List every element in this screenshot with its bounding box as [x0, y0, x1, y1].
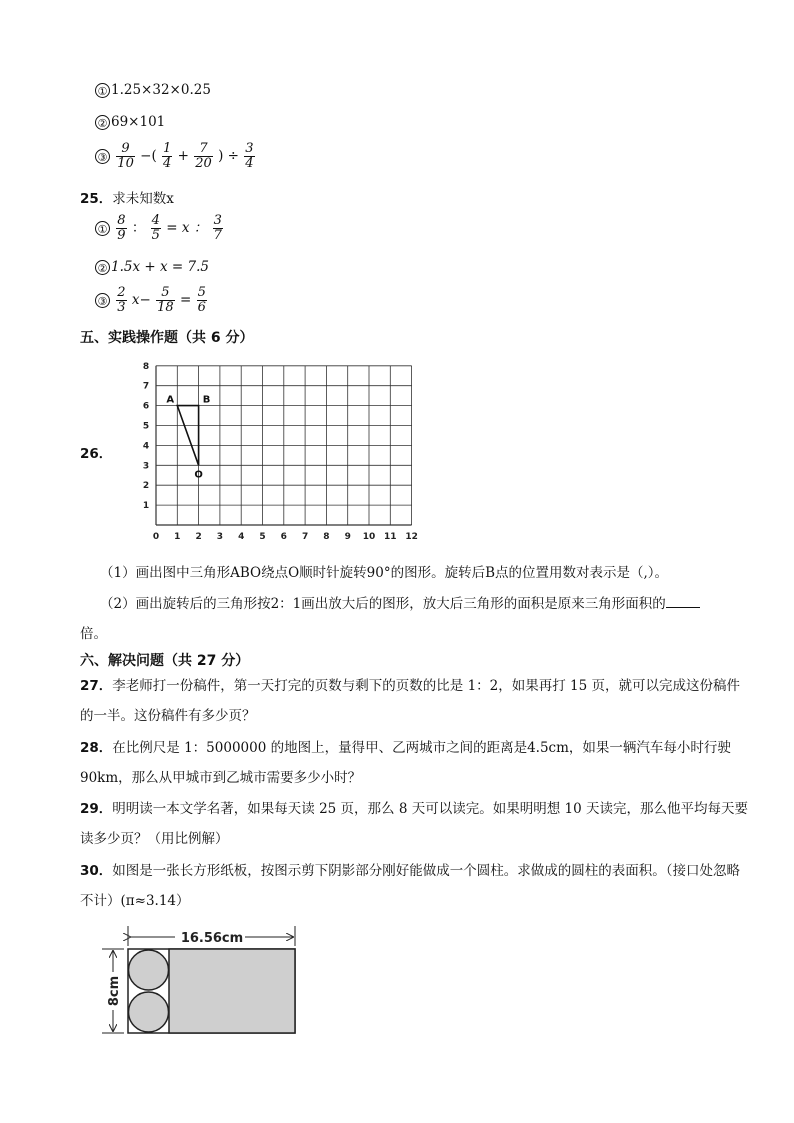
coordinate-grid — [138, 358, 428, 543]
x-tick-label: 4 — [238, 532, 245, 542]
point-label-b: B — [202, 394, 211, 406]
q25-item-1: ① $\frac{8}{9}$ ： $\frac{4}{5}$ = x ： $\frac{3}{7}$ — [95, 214, 224, 243]
section-6-title: 六、解决问题（共 27 分） — [80, 653, 250, 669]
x-tick-label: 7 — [301, 532, 309, 542]
x-tick-label: 2 — [195, 532, 202, 542]
circled-number-2: ② — [95, 260, 110, 275]
y-tick-label: 1 — [142, 501, 150, 512]
width-label: 16.56cm — [180, 931, 244, 946]
q25-item-3: ③ $\frac{2}{3}$ x− $\frac{5}{18}$ = $\frac{5}{6}$ — [95, 286, 208, 315]
top-base-circle — [129, 950, 169, 990]
question-text: 李老师打一份稿件，第一天打完的页数与剩下的页数的比是 1：2，如果再打 15 页，就可以完成这份稿件的一半。这份稿件有多少页？ — [80, 678, 741, 724]
x-tick-label: 0 — [152, 532, 160, 542]
q24-item-2-expr: 69×101 — [111, 114, 166, 130]
y-tick-label: 5 — [142, 421, 150, 432]
x-tick-label: 10 — [362, 532, 376, 542]
fraction-7-20: $\frac{7}{20}$ — [195, 141, 212, 171]
fraction-4-5: $\frac{4}{5}$ — [151, 213, 160, 243]
x-tick-label: 9 — [344, 532, 351, 542]
fraction-8-9: $\frac{8}{9}$ — [117, 213, 126, 243]
x-tick-label: 8 — [323, 532, 330, 542]
question-number: 29． — [80, 801, 113, 817]
x-tick-label: 3 — [216, 532, 224, 542]
q24-item-1-expr: 1.25×32×0.25 — [111, 82, 211, 98]
triangle-abo — [177, 406, 198, 466]
question-text: 在比例尺是 1：5000000 的地图上，量得甲、乙两城市之间的距离是4.5cm，如果一辆汽车每小时行驶 90km，那么从甲城市到乙城市需要多少小时？ — [80, 740, 731, 786]
y-tick-label: 3 — [142, 461, 150, 472]
x-tick-label: 12 — [405, 532, 418, 542]
y-tick-label: 8 — [142, 361, 150, 372]
rectangle-paper-figure — [100, 922, 305, 1042]
circled-number-3: ③ — [95, 293, 110, 308]
x-tick-label: 5 — [259, 532, 266, 542]
q27 — [80, 671, 750, 731]
circled-number-1: ① — [95, 221, 110, 236]
point-label-o: O — [194, 469, 203, 481]
circled-number-1: ① — [95, 83, 110, 98]
section-5-title: 五、实践操作题（共 6 分） — [80, 330, 254, 346]
q26-sub-2: （2）画出旋转后的三角形按2：1画出放大后的图形，放大后三角形的面积是原来三角形面积的 — [100, 592, 700, 612]
question-number: 28． — [80, 740, 113, 756]
question-number: 25． — [80, 191, 113, 207]
fraction-3-4: $\frac{3}{4}$ — [245, 141, 254, 171]
q26-number: 26． — [80, 446, 113, 462]
question-text: 如图是一张长方形纸板，按图示剪下阴影部分刚好能做成一个圆柱。求做成的圆柱的表面积。（接口处忽略不计）(π≈3.14） — [80, 863, 741, 909]
q26-sub-1: （1）画出图中三角形ABO绕点O顺时针旋转90°的图形。旋转后B点的位置用数对表示是（,）。 — [100, 565, 669, 581]
y-tick-label: 2 — [142, 481, 150, 492]
x-tick-label: 11 — [384, 532, 397, 542]
q28 — [80, 733, 750, 793]
y-tick-label: 4 — [142, 441, 150, 452]
question-number: 30． — [80, 863, 113, 879]
circled-number-3: ③ — [95, 149, 110, 164]
lateral-surface-rect — [169, 949, 295, 1033]
q30 — [80, 856, 750, 916]
q26-sub-2-end: 倍。 — [80, 626, 107, 642]
question-text: 明明读一本文学名著，如果每天读 25 页，那么 8 天可以读完。如果明明想 10 天读完，那么他平均每天要读多少页？（用比例解） — [80, 801, 748, 847]
q24-item-2 — [95, 114, 165, 130]
y-tick-label: 6 — [142, 401, 150, 412]
q25-item-2 — [95, 259, 209, 275]
height-label: 8cm — [107, 975, 122, 1007]
fraction-1-4: $\frac{1}{4}$ — [163, 141, 172, 171]
fraction-3-7: $\frac{3}{7}$ — [213, 213, 222, 243]
circled-number-2: ② — [95, 115, 110, 130]
q24-item-1 — [95, 82, 211, 98]
bottom-base-circle — [129, 992, 169, 1032]
x-tick-label: 6 — [280, 532, 287, 542]
fraction-5-6: $\frac{5}{6}$ — [197, 285, 206, 315]
y-tick-label: 7 — [142, 381, 150, 392]
x-tick-label: 1 — [174, 532, 181, 542]
point-label-a: A — [166, 394, 175, 406]
answer-blank[interactable] — [666, 593, 700, 608]
q25-header — [80, 187, 174, 207]
fraction-9-10: $\frac{9}{10}$ — [117, 141, 134, 171]
q24-item-3: ③ $\frac{9}{10}$ −( $\frac{1}{4}$ + $\frac{7}{20}$ ) ÷ $\frac{3}{4}$ — [95, 142, 256, 171]
question-number: 27． — [80, 678, 113, 694]
question-title: 求未知数x — [112, 191, 174, 207]
fraction-2-3: $\frac{2}{3}$ — [117, 285, 126, 315]
fraction-5-18: $\frac{5}{18}$ — [157, 285, 174, 315]
q25-item-2-expr: 1.5x + x = 7.5 — [111, 259, 209, 275]
q29 — [80, 794, 750, 854]
